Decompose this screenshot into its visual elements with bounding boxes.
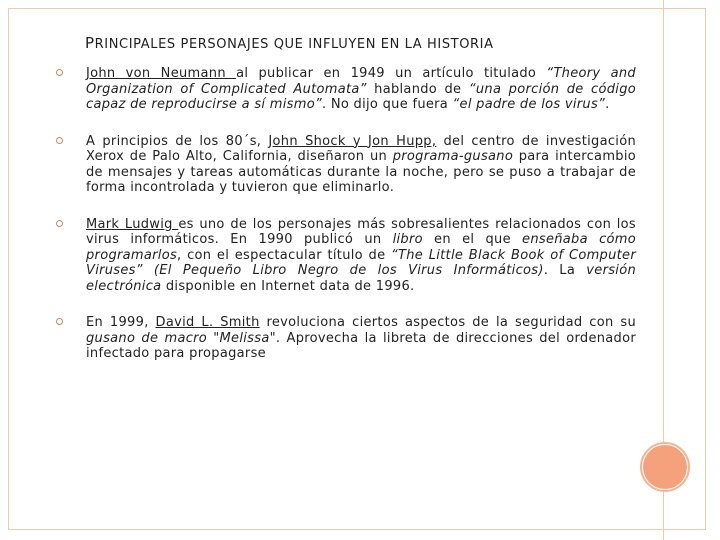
bullet-italic: “el padre de los virus” [452,97,606,112]
bullet-icon [56,318,63,325]
bullet-item [56,66,636,113]
slide-title [85,34,494,52]
bullet-text: es uno de los personajes más sobresalientes relacionados con los virus informáticos. En 1990 publicó un [86,216,637,247]
bullet-icon [56,220,63,227]
bullet-text: revoluciona ciertos aspectos de la seguridad con su [259,315,636,330]
decorative-circle [643,445,687,489]
bullet-text: En 1999, [86,315,156,330]
bullet-text: hablando de [366,81,469,97]
bullet-italic: “una porción de código capaz de reproducirse a sí mismo” [86,81,637,112]
person-link[interactable]: John Shock y Jon Hupp, [268,133,437,149]
bullet-italic: versión electrónica [86,263,636,294]
bullet-text: . La [543,263,587,278]
title-rest: RINCIPALES PERSONAJES QUE INFLUYEN EN LA HISTORIA [94,37,494,52]
bullet-italic: programa-gusano [392,149,514,164]
bullet-text: para intercambio de mensajes y tareas automáticas durante la noche, pero se puso a trabajar de forma incontrolada y tuvieron que eliminarlo. [86,149,636,195]
person-link[interactable]: Mark Ludwig [86,216,179,232]
bullet-italic: “Theory and Organization of Complicated Automata” [86,66,636,97]
bullet-text: disponible en Internet data de 1996. [161,278,415,294]
bullet-item [56,217,636,295]
bullet-text: . Aprovecha la libreta de direcciones del ordenador infectado para propagarse [86,330,636,361]
bullet-item [56,134,636,196]
bullet-icon [56,69,63,76]
title-initial: P [85,34,95,52]
person-link[interactable]: John von Neumann [86,66,237,81]
bullet-italic: enseñaba cómo programarlos [86,232,636,263]
bullet-italic: “The Little Black Book of Computer Viruses” (El Pequeño Libro Negro de los Virus Informáticos) [86,247,636,278]
bullet-icon [56,137,63,144]
bullet-list [56,66,636,362]
bullet-text: en el que [422,232,523,247]
bullet-text: . [605,97,610,112]
person-link[interactable]: David L. Smith [155,315,260,330]
bullet-italic: gusano de macro "Melissa" [86,330,276,346]
bullet-text: A principios de los 80´s, [86,133,269,149]
bullet-text: del centro de investigación Xerox de Palo Alto, California, diseñaron un [86,133,637,164]
bullet-text: al publicar en 1949 un artículo titulado [236,66,547,81]
bullet-text: , con el espectacular título de [177,247,391,263]
bullet-italic: libro [392,232,423,247]
bullet-item [56,315,636,362]
bullet-text: . No dijo que fuera [321,97,453,112]
